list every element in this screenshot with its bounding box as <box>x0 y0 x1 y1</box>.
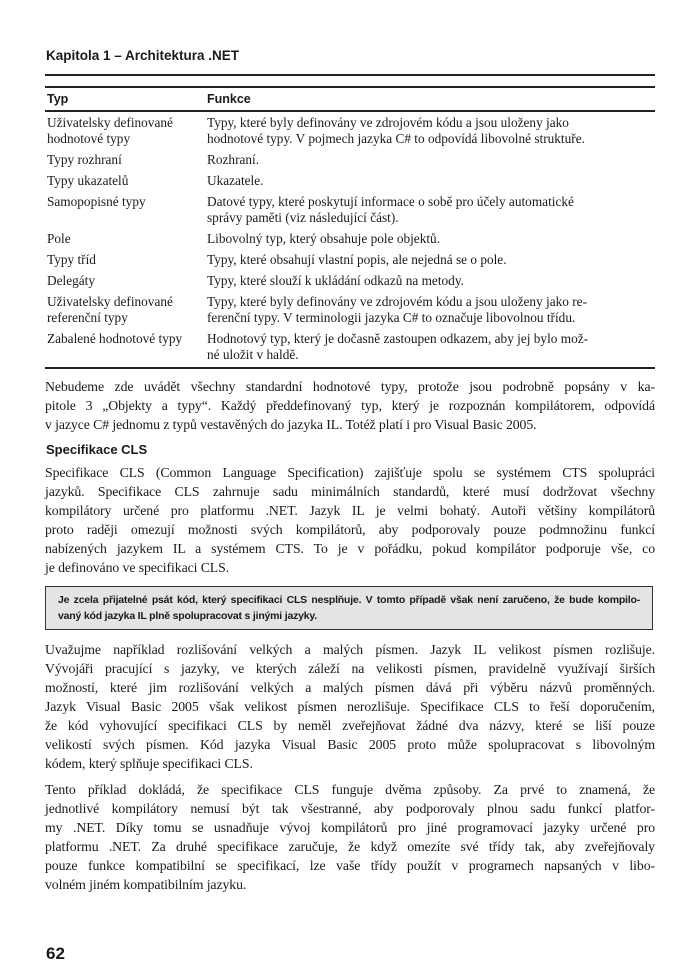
cell-line: referenční typy <box>47 310 128 325</box>
type-cell <box>45 115 207 147</box>
table-row <box>45 270 655 291</box>
cell-line: Typy ukazatelů <box>47 173 129 188</box>
cell-line: Samopopisné typy <box>47 194 146 209</box>
table-row <box>45 228 655 249</box>
cell-line: Typy rozhraní <box>47 152 122 167</box>
text-line: jednotlivé kompilátory nemusí být tak všestranné, aby podporovaly plnou sadu funkcí platfor- <box>45 801 655 816</box>
text-line: v jazyce C# jednomu z typů vestavěných do jazyka IL. Totéž platí i pro Visual Basic 2005. <box>45 417 537 432</box>
cell-line: Libovolný typ, který obsahuje pole objektů. <box>207 231 441 246</box>
text-line: Jazyk Visual Basic 2005 však velikost písmen nerozlišuje. Specifikace CLS to řeší doporučením, <box>45 699 655 714</box>
note-line: Je zcela přijatelné psát kód, který specifikaci CLS nesplňuje. V tomto případě však není zaručeno, že bude kompilo- <box>58 594 640 606</box>
text-line: kódem, který splňuje specifikaci CLS. <box>45 756 253 771</box>
cell-line: hodnotové typy. V pojmech jazyka C# to odpovídá libovolné struktuře. <box>207 131 585 146</box>
text-line: kompilátory určené pro platformu .NET. Jazyk IL je velmi bohatý. Autoři většiny kompilátorů <box>45 503 655 518</box>
type-cell <box>45 152 207 168</box>
text-line: platformu .NET. Za druhé specifikace zaručuje, že když omezíte své třídy tak, aby zveřejňovaly <box>45 839 655 854</box>
function-cell <box>207 231 655 247</box>
table-row <box>45 112 655 149</box>
function-cell <box>207 273 655 289</box>
cell-line: Ukazatele. <box>207 173 264 188</box>
cell-line: Typy, které byly definovány ve zdrojovém kódu a jsou uloženy jako re- <box>207 294 588 309</box>
type-cell <box>45 231 207 247</box>
paragraph-case-sensitivity <box>45 640 655 773</box>
text-line: velikostí svých písmen. Kód jazyka Visual Basic 2005 proto může spolupracovat s libovolným <box>45 737 655 752</box>
function-cell <box>207 194 655 226</box>
type-cell <box>45 194 207 226</box>
cell-line: Typy tříd <box>47 252 96 267</box>
paragraph-two-ways <box>45 780 655 894</box>
text-line: proto raději omezují možnosti svých kompilátorů, aby podporovaly pouze podmnožinu funkcí <box>45 522 655 537</box>
text-line: Tento příklad dokládá, že specifikace CLS funguje dvěma způsoby. Za prvé to znamená, že <box>45 782 655 797</box>
text-line: nabízených jazykem IL a systémem CTS. To je v pořádku, pokud kompilátor podporuje vše, co <box>45 541 655 556</box>
paragraph-intro <box>45 377 655 434</box>
function-cell <box>207 152 655 168</box>
page-number: 62 <box>46 944 65 963</box>
type-cell <box>45 252 207 268</box>
table-row <box>45 328 655 365</box>
paragraph-cls-description <box>45 463 655 577</box>
column-header-type: Typ <box>47 92 69 106</box>
table-row <box>45 191 655 228</box>
type-cell <box>45 273 207 289</box>
note-box <box>45 586 653 630</box>
cell-line: Typy, které slouží k ukládání odkazů na metody. <box>207 273 464 288</box>
cell-line: hodnotové typy <box>47 131 131 146</box>
chapter-header: Kapitola 1 – Architektura .NET <box>46 48 240 63</box>
cell-line: Hodnotový typ, který je dočasně zastoupen odkazem, aby jej bylo mož- <box>207 331 589 346</box>
text-line: je definováno ve specifikaci CLS. <box>45 560 230 575</box>
function-cell <box>207 294 655 326</box>
function-cell <box>207 173 655 189</box>
text-line: pouze funkce kompatibilní se specifikací, lze vaše třídy použít v programech napsaných v libo- <box>45 858 655 873</box>
type-cell <box>45 331 207 363</box>
table-header-row <box>45 88 655 110</box>
table-row <box>45 149 655 170</box>
cell-line: Datové typy, které poskytují informace o sobě pro účely automatické <box>207 194 574 209</box>
header-rule <box>45 74 655 76</box>
type-cell <box>45 294 207 326</box>
text-line: my .NET. Díky tomu se usnadňuje vývoj kompilátorů pro jiné programovací jazyky určené pro <box>45 820 655 835</box>
column-header-function: Funkce <box>207 92 251 106</box>
cell-line: Delegáty <box>47 273 95 288</box>
cell-line: Uživatelsky definované <box>47 115 173 130</box>
table-row <box>45 249 655 270</box>
cell-line: Zabalené hodnotové typy <box>47 331 183 346</box>
text-line: možností, které jim rozlišování velkých a malých písmen dává při výběru názvů proměnných. <box>45 680 655 695</box>
note-line: vaný kód jazyka IL plně spolupracovat s jinými jazyky. <box>58 610 318 622</box>
type-cell <box>45 173 207 189</box>
text-line: že kód vyhovující specifikaci CLS by neměl zveřejňovat žádné dva názvy, které se liší pouze <box>45 718 655 733</box>
cell-line: Typy, které obsahují vlastní popis, ale nejedná se o pole. <box>207 252 507 267</box>
cell-line: Uživatelsky definované <box>47 294 173 309</box>
book-page <box>45 0 655 964</box>
text-line: Nebudeme zde uvádět všechny standardní hodnotové typy, protože jsou podrobně popsány v ka- <box>45 379 655 394</box>
types-table <box>45 86 655 369</box>
function-cell <box>207 331 655 363</box>
cell-line: Rozhraní. <box>207 152 260 167</box>
text-line: Specifikace CLS (Common Language Specification) zajišťuje spolu se systémem CTS spolupráci <box>45 465 655 480</box>
text-line: Vývojáři pracující s jazyky, ve kterých záleží na velikosti písmen, pravidelně využívají širších <box>45 661 655 676</box>
table-row <box>45 170 655 191</box>
table-row <box>45 291 655 328</box>
cell-line: né uložit v haldě. <box>207 347 299 362</box>
text-line: jazyků. Specifikace CLS zahrnuje sadu minimálních standardů, které musí dodržovat všechny <box>45 484 655 499</box>
section-heading: Specifikace CLS <box>46 442 148 457</box>
text-line: Uvažujme například rozlišování velkých a malých písmen. Jazyk IL velikost písmen rozlišuje. <box>45 642 655 657</box>
cell-line: Typy, které byly definovány ve zdrojovém kódu a jsou uloženy jako <box>207 115 569 130</box>
table-body <box>45 112 655 365</box>
table-bottom-rule <box>45 367 655 369</box>
text-line: pitole 3 „Objekty a typy“. Každý předdefinovaný typ, který je rozpoznán kompilátorem, odpovídá <box>45 398 655 413</box>
function-cell <box>207 252 655 268</box>
cell-line: ferenční typy. V terminologii jazyka C# to označuje libovolnou třídu. <box>207 310 576 325</box>
function-cell <box>207 115 655 147</box>
cell-line: správy paměti (viz následující část). <box>207 210 399 225</box>
cell-line: Pole <box>47 231 71 246</box>
text-line: volném jiném kompatibilním jazyku. <box>45 877 247 892</box>
